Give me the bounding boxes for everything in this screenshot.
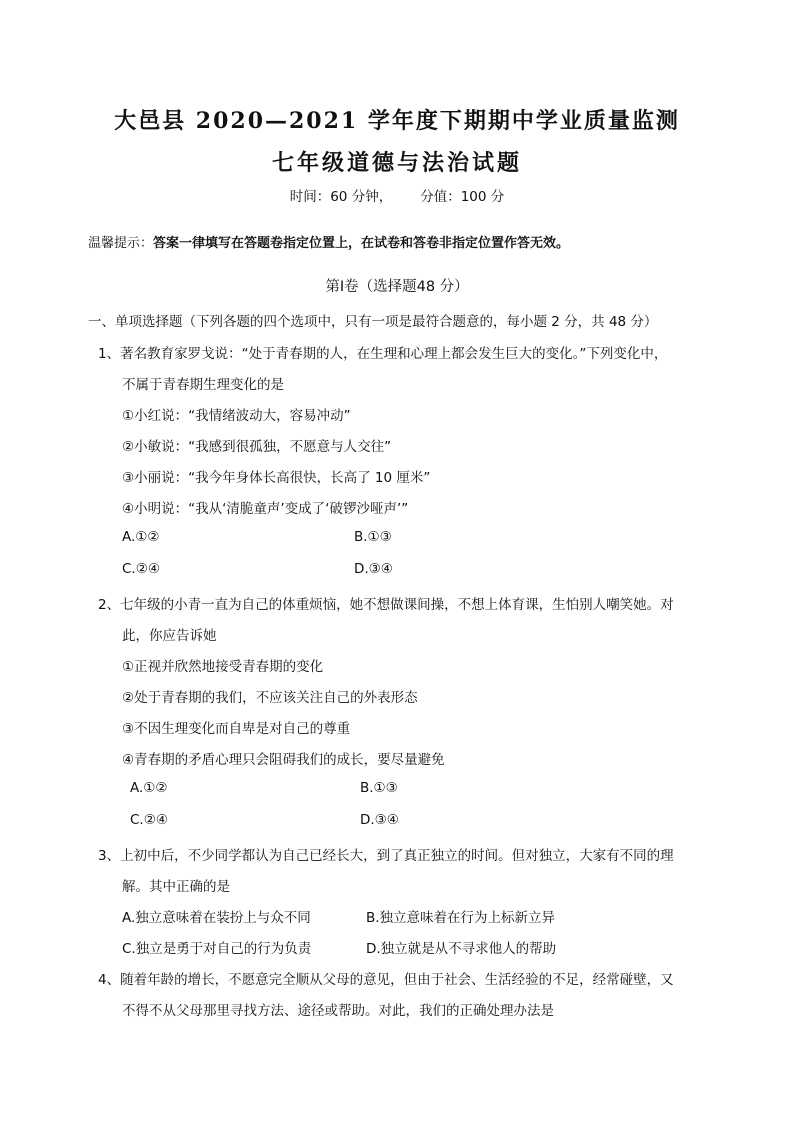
question-stem-cont: 不属于青春期生理变化的是	[122, 377, 284, 393]
question-item: ④青春期的矛盾心理只会阻碍我们的成长，要尽量避免	[122, 752, 445, 768]
tip-notice	[88, 232, 569, 251]
answer-option: D.独立就是从不寻求他人的帮助	[366, 941, 557, 957]
answer-option: A.独立意味着在装扮上与众不同	[122, 910, 311, 926]
answer-option: C.②④	[122, 561, 160, 577]
question-stem: 2、七年级的小青一直为自己的体重烦恼，她不想做课间操，不想上体育课，生怕别人嘲笑她。对	[98, 597, 674, 613]
question-stem-cont: 不得不从父母那里寻找方法、途径或帮助。对此，我们的正确处理办法是	[122, 1003, 554, 1019]
exam-subtitle: 七年级道德与法治试题	[271, 150, 522, 176]
question-stem: 3、上初中后，不少同学都认为自己已经长大，到了真正独立的时间。但对独立，大家有不同的理	[98, 848, 674, 864]
question-stem: 4、随着年龄的增长，不愿意完全顺从父母的意见，但由于社会、生活经验的不足，经常碰壁，又	[98, 972, 674, 988]
question-item: ④小明说：“我从‘清脆童声’变成了‘破锣沙哑声’”	[122, 501, 409, 517]
question-stem-cont: 此，你应告诉她	[122, 628, 217, 644]
answer-option: A.①②	[122, 529, 160, 545]
answer-option: D.③④	[354, 561, 393, 577]
answer-option: A.①②	[130, 780, 168, 796]
exam-title: 大邑县 2020—2021 学年度下期期中学业质量监测	[114, 108, 680, 134]
answer-option: C.独立是勇于对自己的行为负责	[122, 941, 312, 957]
answer-option: C.②④	[130, 812, 168, 828]
question-item: ③小丽说：“我今年身体长高很快，长高了 10 厘米”	[122, 470, 431, 486]
question-item: ②处于青春期的我们，不应该关注自己的外表形态	[122, 690, 418, 706]
answer-option: B.①③	[360, 780, 398, 796]
answer-option: D.③④	[360, 812, 399, 828]
answer-option: B.独立意味着在行为上标新立异	[366, 910, 556, 926]
question-stem: 1、著名教育家罗戈说：“处于青春期的人，在生理和心理上都会发生巨大的变化。”下列变化中，	[98, 346, 668, 362]
question-item: ③不因生理变化而自卑是对自己的尊重	[122, 721, 351, 737]
question-item: ②小敏说：“我感到很孤独，不愿意与人交往”	[122, 439, 392, 455]
exam-score: 分值：100 分	[420, 189, 505, 205]
tip-label: 温馨提示：	[88, 236, 154, 251]
exam-meta	[0, 185, 794, 205]
answer-option: B.①③	[354, 529, 392, 545]
question-item: ①小红说：“我情绪波动大，容易冲动”	[122, 408, 351, 424]
question-item: ①正视并欣然地接受青春期的变化	[122, 659, 324, 675]
question-stem-cont: 解。其中正确的是	[122, 879, 230, 895]
part-heading: 一、单项选择题（下列各题的四个选项中，只有一项是最符合题意的，每小题 2 分，共 48 分）	[88, 314, 658, 330]
tip-text: 答案一律填写在答题卷指定位置上，在试卷和答卷非指定位置作答无效。	[153, 236, 570, 251]
exam-time: 时间：60 分钟，	[289, 189, 393, 205]
section-title: 第Ⅰ卷（选择题48 分）	[325, 279, 469, 295]
